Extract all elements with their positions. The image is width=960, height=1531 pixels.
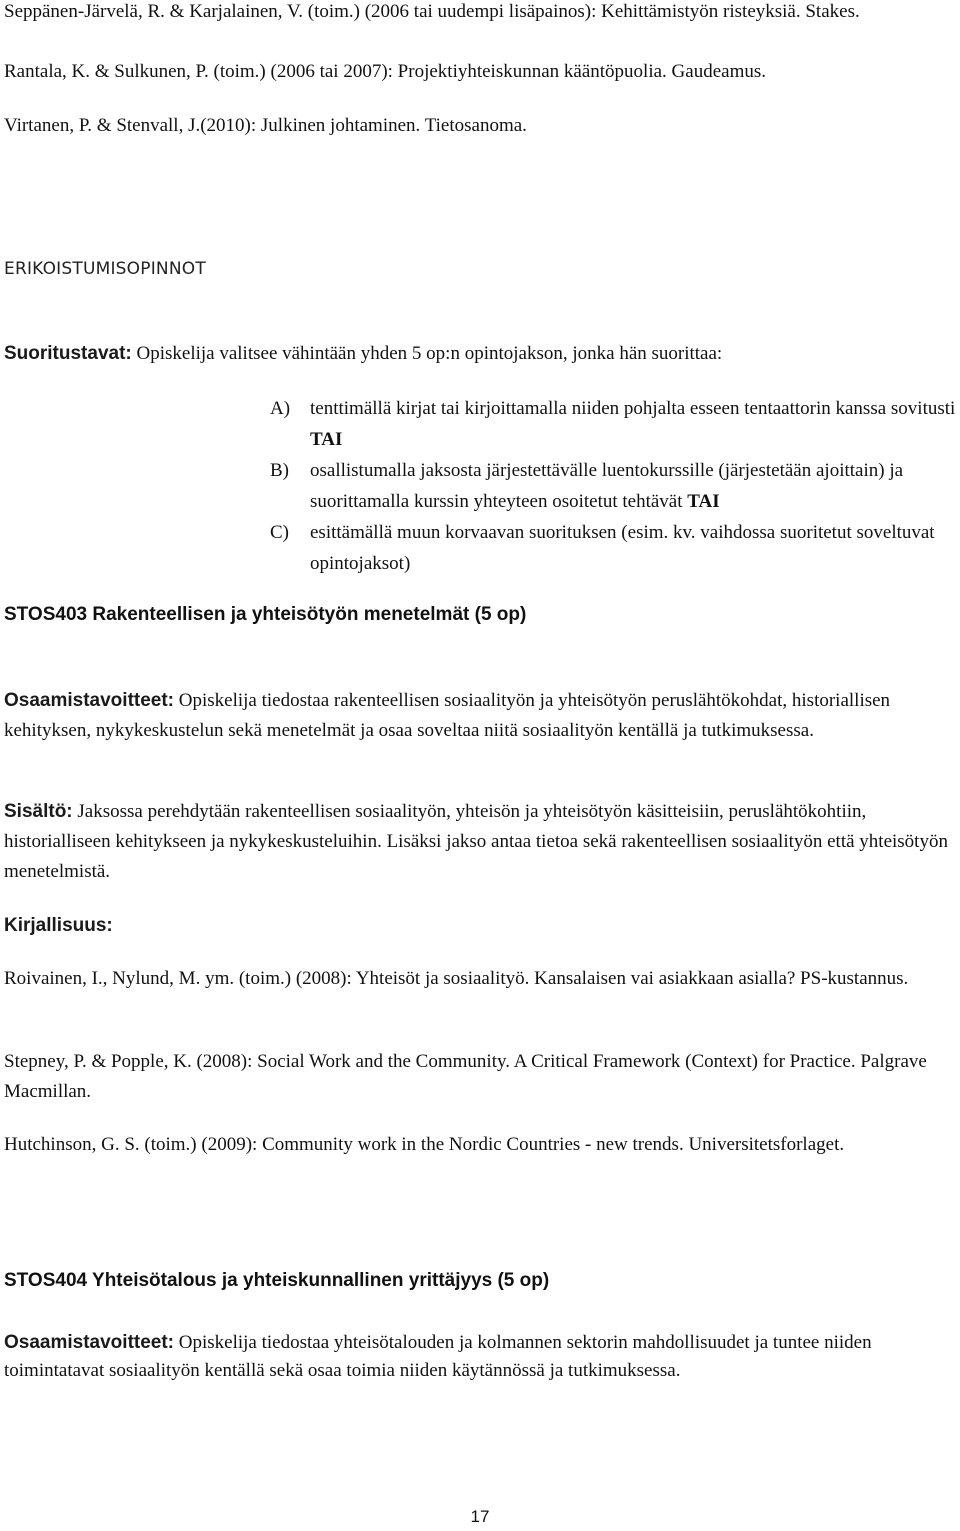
learning-goals-label: Osaamistavoitteet: <box>4 690 175 711</box>
completion-methods-paragraph <box>4 340 956 368</box>
completion-methods-text: Opiskelija valitsee vähintään yhden 5 op:n opintojakson, jonka hän suorittaa: <box>131 343 723 364</box>
course-title: STOS403 Rakenteellisen ja yhteisötyön menetelmät (5 op) <box>4 604 527 625</box>
learning-goals-text: Opiskelija tiedostaa yhteisötalouden ja kolmannen sektorin mahdollisuudet ja tuntee niiden toimintatavat sosiaalityön kentällä sekä osaa toimia niiden käytännössä ja tutkimuksessa. <box>4 1332 872 1381</box>
content-text: Jaksossa perehdytään rakenteellisen sosiaalityön, yhteisön ja yhteisötyön käsitteisiin, peruslähtökohtiin, historialliseen kehitykseen ja nykykeskusteluihin. Lisäksi jakso antaa tietoa sekä rakenteellisen sosiaalityön että yhteisötyön menetelmistä. <box>4 801 948 882</box>
or-marker: TAI <box>687 491 720 512</box>
content-label: Sisältö: <box>4 801 73 822</box>
list-item <box>270 517 956 579</box>
course-title: STOS404 Yhteisötalous ja yhteiskunnallinen yrittäjyys (5 op) <box>4 1270 550 1291</box>
literature-entry: Stepney, P. & Popple, K. (2008): Social Work and the Community. A Critical Framework (Context) for Practice. Palgrave Macmillan. <box>4 1051 927 1102</box>
list-marker: A) <box>270 398 291 419</box>
list-item <box>270 455 956 517</box>
reference-entry: Rantala, K. & Sulkunen, P. (toim.) (2006 tai 2007): Projektiyhteiskunnan kääntöpuolia. Gaudeamus. <box>4 61 766 82</box>
list-item-text: osallistumalla jaksosta järjestettävälle luentokurssille (järjestetään ajoittain) ja suorittamalla kurssin yhteyteen osoitetut tehtävät <box>310 460 904 512</box>
reference-entry: Virtanen, P. & Stenvall, J.(2010): Julkinen johtaminen. Tietosanoma. <box>4 115 527 136</box>
list-item <box>270 393 956 455</box>
list-item-text: esittämällä muun korvaavan suorituksen (esim. kv. vaihdossa suoritetut soveltuvat opintojaksot) <box>310 522 935 574</box>
content-paragraph <box>4 797 956 887</box>
literature-heading: Kirjallisuus: <box>4 915 113 936</box>
reference-entry: Seppänen-Järvelä, R. & Karjalainen, V. (toim.) (2006 tai uudempi lisäpainos): Kehittämistyön risteyksiä. Stakes. <box>4 1 860 22</box>
learning-goals-paragraph <box>4 1329 956 1385</box>
literature-entry: Roivainen, I., Nylund, M. ym. (toim.) (2008): Yhteisöt ja sosiaalityö. Kansalaisen vai asiakkaan asialla? PS-kustannus. <box>4 968 909 989</box>
learning-goals-paragraph <box>4 686 956 746</box>
page-number: 17 <box>470 1507 490 1526</box>
completion-options-list <box>270 393 956 579</box>
completion-methods-label: Suoritustavat: <box>4 343 132 364</box>
learning-goals-text: Opiskelija tiedostaa rakenteellisen sosiaalityön ja yhteisötyön peruslähtökohdat, historiallisen kehityksen, nykykeskustelun sekä menetelmät ja osaa soveltaa niitä sosiaalityön kentällä ja tutkimuksessa. <box>4 690 891 741</box>
literature-entry: Hutchinson, G. S. (toim.) (2009): Community work in the Nordic Countries - new trends. Universitetsforlaget. <box>4 1134 845 1155</box>
or-marker: TAI <box>310 429 343 450</box>
list-marker: C) <box>270 522 289 543</box>
section-heading: ERIKOISTUMISOPINNOT <box>4 259 206 279</box>
list-item-text: tenttimällä kirjat tai kirjoittamalla niiden pohjalta esseen tentaattorin kanssa sovitusti <box>310 398 956 419</box>
learning-goals-label: Osaamistavoitteet: <box>4 1332 175 1353</box>
list-marker: B) <box>270 460 289 481</box>
